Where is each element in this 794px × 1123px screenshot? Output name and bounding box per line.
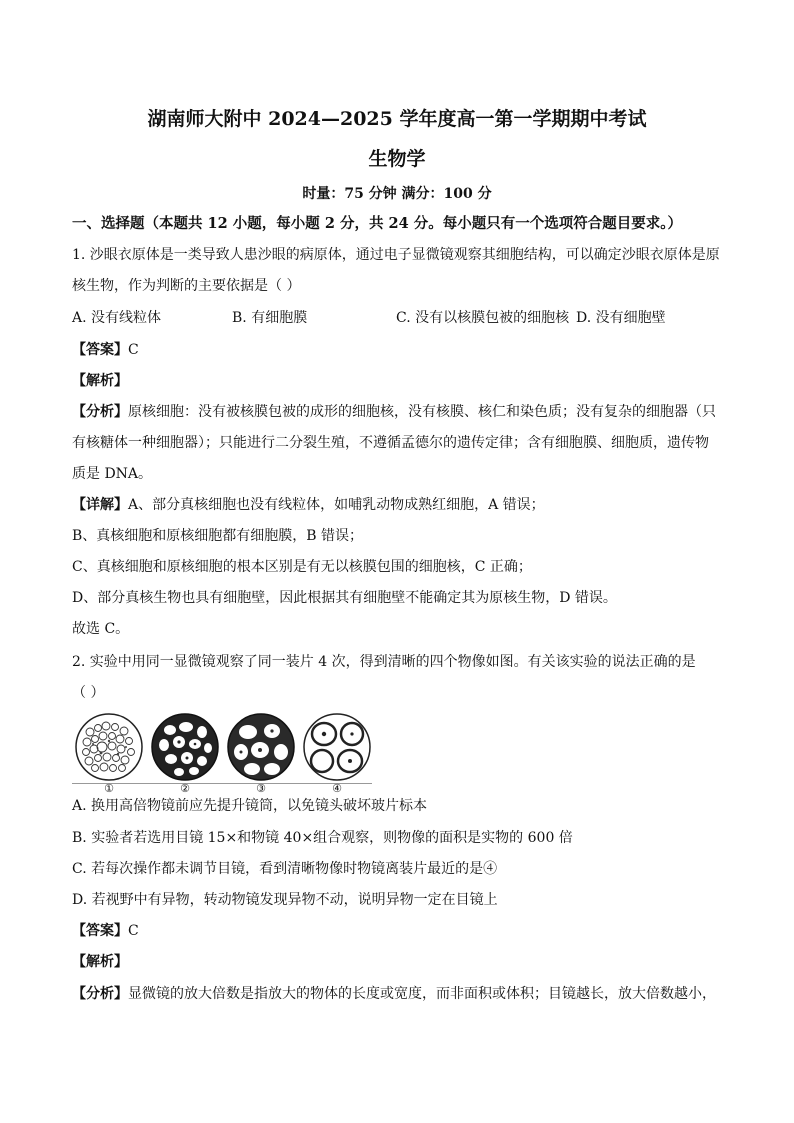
- q2-fenxi-text1: 显微镜的放大倍数是指放大的物体的长度或宽度，而非面积或体积；目镜越长，放大倍数越小，: [128, 986, 716, 1002]
- q1-fenxi-text1: 原核细胞：没有被核膜包被的成形的细胞核，没有核膜、核仁和染色质；没有复杂的细胞器（只: [128, 404, 716, 420]
- microscope-view-3: [226, 712, 296, 782]
- microscope-figure: [72, 712, 378, 795]
- q1-xiangjie-line1: [72, 494, 545, 514]
- q1-xiangjie-tag: 【详解】: [72, 497, 128, 513]
- exam-meta: 时量：75 分钟 满分：100 分: [302, 186, 492, 202]
- q1-line-b: B、真核细胞和原核细胞都有细胞膜，B 错误；: [72, 528, 364, 544]
- q2-answer-value: C: [128, 923, 139, 939]
- q2-option-d: D. 若视野中有异物，转动物镜发现异物不动，说明异物一定在目镜上: [72, 892, 498, 908]
- q1-line-d: D、部分真核生物也具有细胞壁，因此根据其有细胞壁不能确定其为原核生物，D 错误。: [72, 590, 617, 606]
- q1-line-c: C、真核细胞和原核细胞的根本区别是有无以核膜包围的细胞核，C 正确；: [72, 559, 532, 575]
- q1-xiangjie-text1: A、部分真核细胞也没有线粒体，如哺乳动物成熟红细胞，A 错误；: [128, 497, 545, 513]
- q1-fenxi-line3: 质是 DNA。: [72, 466, 153, 482]
- q1-answer-value: C: [128, 342, 139, 358]
- q2-option-a: A. 换用高倍物镜前应先提升镜筒，以免镜头破坏玻片标本: [72, 798, 428, 814]
- section-heading: 一、选择题（本题共 12 小题，每小题 2 分，共 24 分。每小题只有一个选项符合题目要求。）: [72, 215, 682, 232]
- q1-stem-line1: 1. 沙眼衣原体是一类导致人患沙眼的病原体，通过电子显微镜观察其细胞结构，可以确定沙眼衣原体是原: [72, 247, 720, 263]
- q1-analysis-tag: 【解析】: [72, 373, 128, 389]
- microscope-view-1: [74, 712, 144, 782]
- microscope-view-4: [302, 712, 372, 782]
- q1-fenxi-line2: 有核糖体一种细胞器）；只能进行二分裂生殖，不遵循孟德尔的遗传定律；含有细胞膜、细胞质，遗传物: [72, 435, 709, 451]
- q1-answer-tag: 【答案】: [72, 342, 128, 358]
- q2-answer-tag: 【答案】: [72, 923, 128, 939]
- q2-option-b: B. 实验者若选用目镜 15×和物镜 40×组合观察，则物像的面积是实物的 600 倍: [72, 830, 573, 846]
- q1-fenxi-line1: [72, 401, 716, 421]
- exam-subject: 生物学: [368, 148, 426, 170]
- microscope-view-2: [150, 712, 220, 782]
- q1-option-d: D. 没有细胞壁: [576, 310, 666, 326]
- q2-option-c: C. 若每次操作都未调节目镜，看到清晰物像时物镜离装片最近的是④: [72, 861, 498, 877]
- q2-answer: [72, 920, 139, 940]
- q1-option-b: B. 有细胞膜: [232, 310, 308, 326]
- figure-label-1: ①: [104, 782, 114, 795]
- q2-fenxi-tag: 【分析】: [72, 986, 128, 1002]
- q1-option-c: C. 没有以核膜包被的细胞核: [396, 310, 570, 326]
- exam-title: 湖南师大附中 2024—2025 学年度高一第一学期期中考试: [147, 108, 647, 130]
- q1-option-a: A. 没有线粒体: [72, 310, 162, 326]
- q2-fenxi-line1: [72, 983, 716, 1003]
- q1-fenxi-tag: 【分析】: [72, 404, 128, 420]
- figure-label-3: ③: [256, 782, 266, 795]
- q2-stem-line2: （ ）: [72, 685, 105, 701]
- figure-label-2: ②: [180, 782, 190, 795]
- figure-label-4: ④: [332, 782, 342, 795]
- q2-analysis-tag: 【解析】: [72, 954, 128, 970]
- q1-stem-line2: 核生物，作为判断的主要依据是（ ）: [72, 278, 301, 294]
- q1-answer: [72, 339, 139, 359]
- q2-stem-line1: 2. 实验中用同一显微镜观察了同一装片 4 次，得到清晰的四个物像如图。有关该实验的说法正确的是: [72, 654, 696, 670]
- q1-conclusion: 故选 C。: [72, 621, 130, 637]
